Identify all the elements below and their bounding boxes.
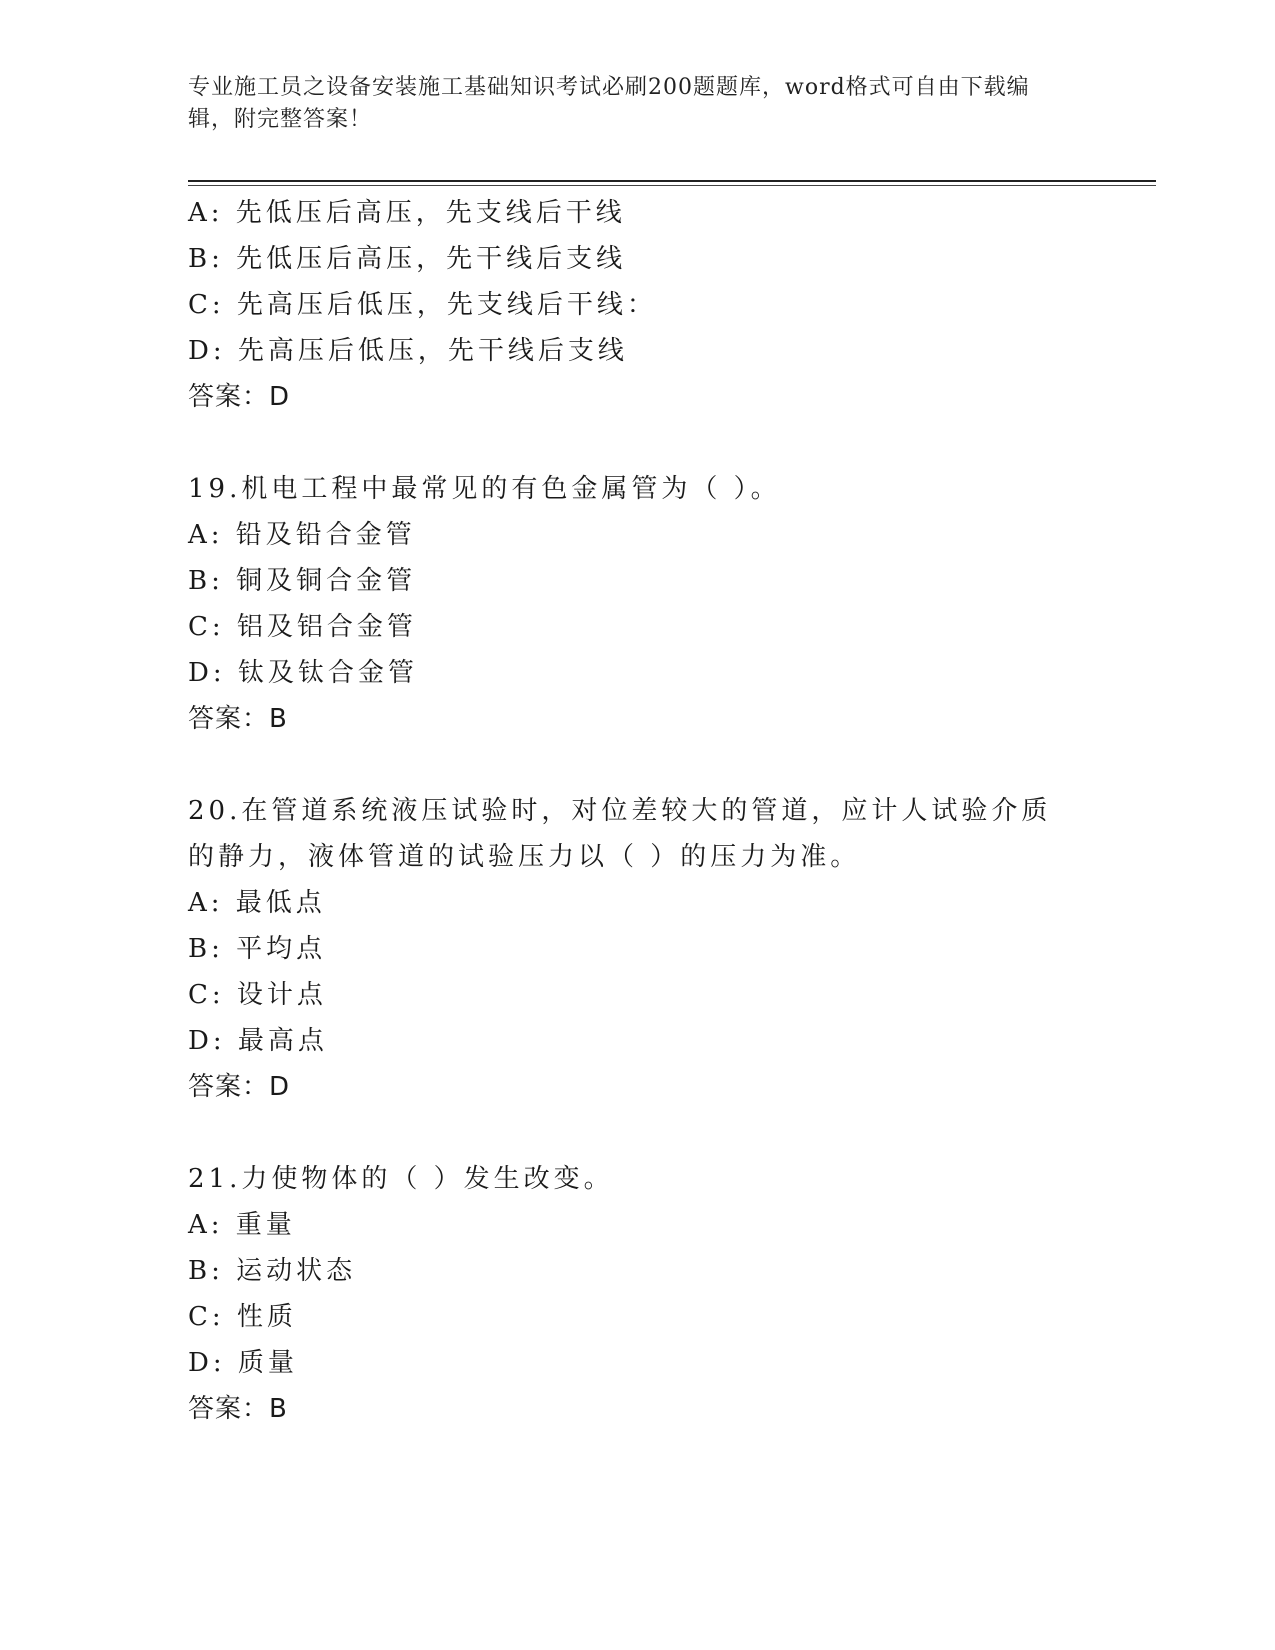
q20-answer: 答案：D: [188, 1072, 291, 1102]
document-header: 专业施工员之设备安装施工基础知识考试必刷200题题库，word格式可自由下载编辑，附完整答案！: [188, 75, 1030, 132]
question-19-block: [188, 466, 1088, 742]
header-divider-thick: [188, 180, 1156, 182]
header-divider-thin: [188, 185, 1156, 186]
q21-question-text: 21.力使物体的（ ）发生改变。: [188, 1164, 614, 1194]
q18-option-c: C: 先高压后低压，先支线后干线：: [188, 290, 657, 320]
q18-option-d: D: 先高压后低压，先干线后支线: [188, 336, 628, 366]
q21-option-a: A: 重量: [188, 1210, 296, 1240]
q18-option-a: A: 先低压后高压，先支线后干线: [188, 198, 626, 228]
q20-option-a: A: 最低点: [188, 888, 326, 918]
q18-option-b: B: 先低压后高压，先干线后支线: [188, 244, 627, 274]
q20-question-text: 20.在管道系统液压试验时，对位差较大的管道，应计人试验介质的静力，液体管道的试验压力以（ ）的压力为准。: [188, 796, 1052, 872]
q20-option-b: B: 平均点: [188, 934, 327, 964]
q21-answer: 答案：B: [188, 1394, 288, 1424]
q21-option-d: D: 质量: [188, 1348, 298, 1378]
question-18-block: [188, 190, 1088, 420]
q19-question-text: 19.机电工程中最常见的有色金属管为（ ）。: [188, 474, 781, 504]
q19-option-c: C: 铝及铝合金管: [188, 612, 417, 642]
q18-answer: 答案：D: [188, 382, 291, 412]
question-list: [188, 190, 1088, 1432]
q19-answer: 答案：B: [188, 704, 288, 734]
question-20-block: [188, 788, 1088, 1110]
q21-option-b: B: 运动状态: [188, 1256, 357, 1286]
q19-option-a: A: 铅及铅合金管: [188, 520, 416, 550]
question-21-block: [188, 1156, 1088, 1432]
q20-option-c: C: 设计点: [188, 980, 327, 1010]
q20-option-d: D: 最高点: [188, 1026, 328, 1056]
q21-option-c: C: 性质: [188, 1302, 297, 1332]
q19-option-d: D: 钛及钛合金管: [188, 658, 418, 688]
q19-option-b: B: 铜及铜合金管: [188, 566, 417, 596]
